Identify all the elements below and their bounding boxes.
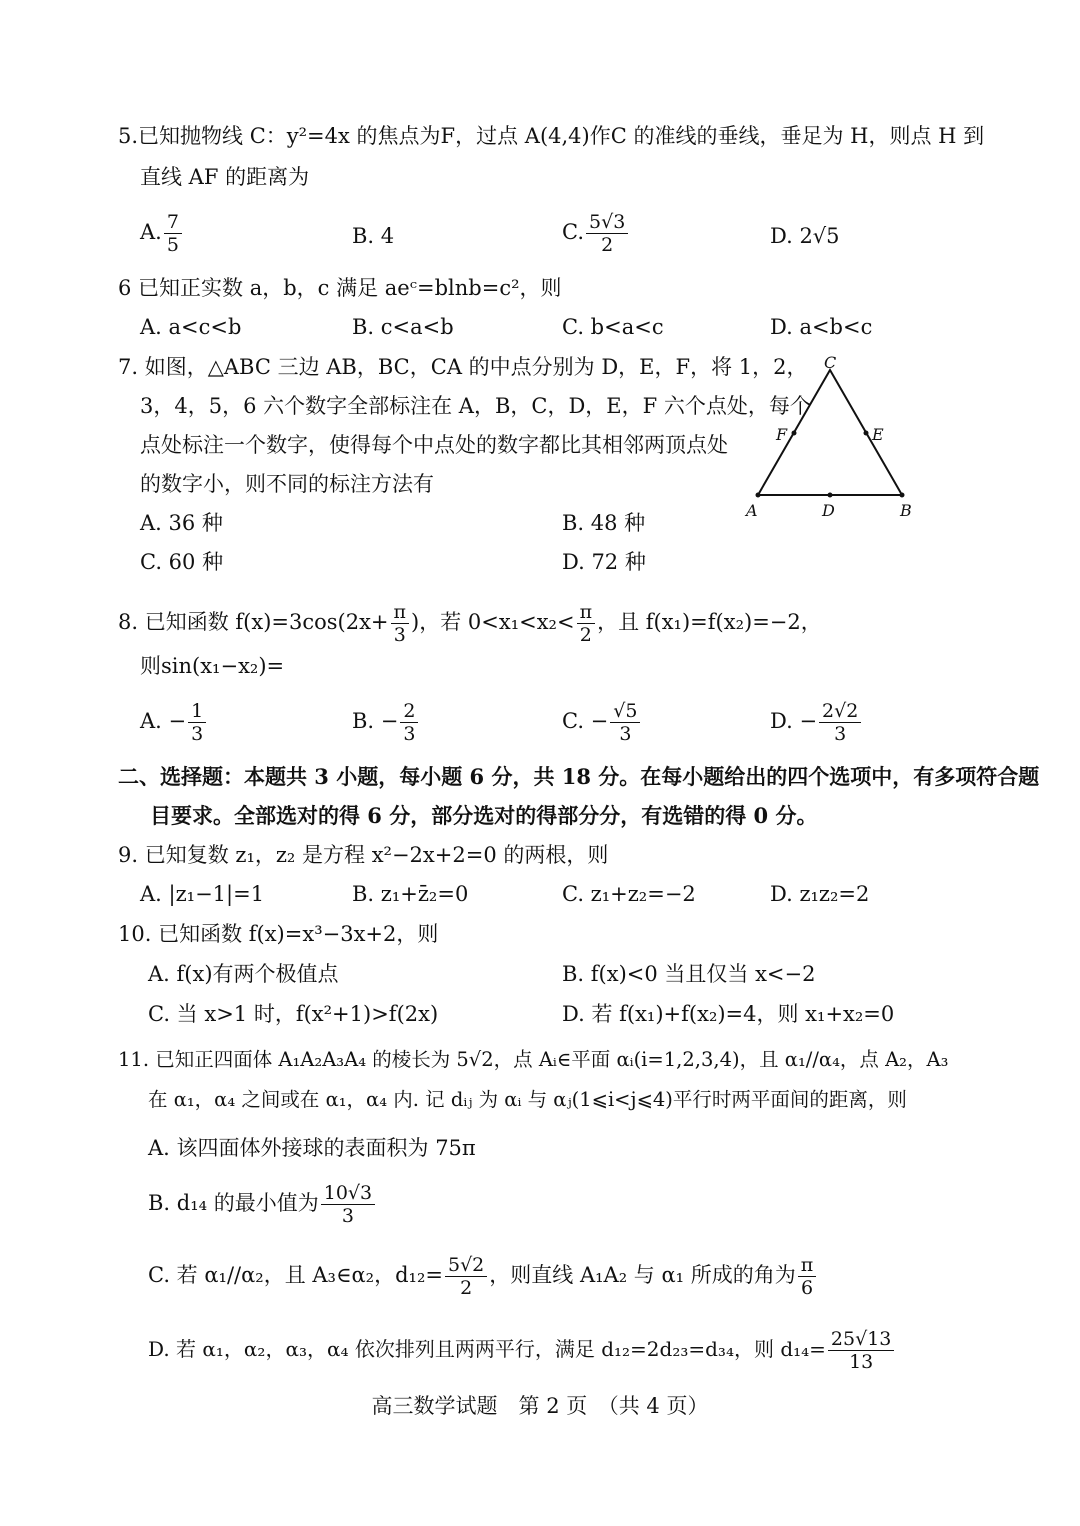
q5-option-a: A. $\frac{7}{5}$ <box>140 211 184 256</box>
q10-option-c: C. 当 x>1 时，f(x²+1)>f(2x) <box>148 1002 439 1026</box>
q9-stem: 9. 已知复数 z₁，z₂ 是方程 x²−2x+2=0 的两根，则 <box>118 843 609 867</box>
label-f: F <box>776 425 788 444</box>
q9-option-d: D. z₁z₂=2 <box>770 882 870 906</box>
q10-option-d: D. 若 f(x₁)+f(x₂)=4，则 x₁+x₂=0 <box>562 1002 895 1026</box>
point-f <box>792 431 797 436</box>
q6-option-a: A. a<c<b <box>140 315 242 339</box>
section2-heading-line1: 二、选择题：本题共 3 小题，每小题 6 分，共 18 分。在每小题给出的四个选项中，有多项符合题 <box>118 764 1040 789</box>
q7-stem-line3: 点处标注一个数字，使得每个中点处的数字都比其相邻两顶点处 <box>140 433 728 457</box>
q9-option-c: C. z₁+z₂=−2 <box>562 882 696 906</box>
q10-option-a: A. f(x)有两个极值点 <box>148 962 339 986</box>
q7-stem-line1: 7. 如图，△ABC 三边 AB，BC，CA 的中点分别为 D，E，F，将 1，2， <box>118 355 808 379</box>
label-d: D <box>822 501 835 520</box>
q11-option-b: B. d₁₄ 的最小值为 $\frac{10√3}{3}$ <box>148 1182 377 1227</box>
q8-option-c: C. − $\frac{√5}{3}$ <box>562 700 642 745</box>
label-c: C <box>824 353 837 372</box>
point-a <box>756 493 761 498</box>
q6-stem: 6 已知正实数 a，b，c 满足 aeᶜ=blnb=c²，则 <box>118 276 562 300</box>
q8-stem-line1: 8. 已知函数 f(x)=3cos(2x+ $\frac{\pi}{3}$ )，若 0<x₁<x₂< $\frac{\pi}{2}$ ，且 f(x₁)=f(x₂)=−2， <box>118 601 822 646</box>
q6-option-b: B. c<a<b <box>352 315 454 339</box>
label-b: B <box>900 501 912 520</box>
triangle-figure <box>740 350 930 525</box>
q9-option-a: A. |z₁−1|=1 <box>140 882 265 906</box>
q7-option-d: D. 72 种 <box>562 550 646 574</box>
q5-stem-line1: 5.已知抛物线 C：y²=4x 的焦点为F，过点 A(4,4)作C 的准线的垂线，垂足为 H，则点 H 到 <box>118 124 985 148</box>
q11-stem-line2: 在 α₁，α₄ 之间或在 α₁，α₄ 内. 记 dᵢⱼ 为 αᵢ 与 αⱼ(1⩽i<j⩽4)平行时两平面间的距离，则 <box>148 1088 907 1111</box>
q8-option-d: D. − $\frac{2√2}{3}$ <box>770 700 863 745</box>
q7-stem-line4: 的数字小，则不同的标注方法有 <box>140 472 434 496</box>
label-a: A <box>746 501 758 520</box>
q5-stem-line2: 直线 AF 的距离为 <box>140 165 310 189</box>
q10-option-b: B. f(x)<0 当且仅当 x<−2 <box>562 962 816 986</box>
point-b <box>900 493 905 498</box>
page-footer: 高三数学试题 第 2 页 （共 4 页） <box>371 1394 709 1418</box>
q5-option-b: B. 4 <box>352 224 395 248</box>
point-e <box>864 431 869 436</box>
q8-option-b: B. − $\frac{2}{3}$ <box>352 700 420 745</box>
q6-option-c: C. b<a<c <box>562 315 664 339</box>
q8-stem-line2: 则sin(x₁−x₂)= <box>140 654 285 678</box>
q5-option-c: C. $\frac{5√3}{2}$ <box>562 211 630 256</box>
label-e: E <box>872 425 884 444</box>
q7-option-c: C. 60 种 <box>140 550 224 574</box>
q11-option-a: A. 该四面体外接球的表面积为 75π <box>148 1136 476 1160</box>
q7-stem-line2: 3，4，5，6 六个数字全部标注在 A，B，C，D，E，F 六个点处，每个 <box>140 394 811 418</box>
q6-option-d: D. a<b<c <box>770 315 873 339</box>
q5-option-d: D. 2√5 <box>770 224 840 248</box>
q11-stem-line1: 11. 已知正四面体 A₁A₂A₃A₄ 的棱长为 5√2，点 Aᵢ∈平面 αᵢ(i=1,2,3,4)，且 α₁//α₄，点 A₂，A₃ <box>118 1048 949 1071</box>
point-d <box>828 493 833 498</box>
section2-heading-line2: 目要求。全部选对的得 6 分，部分选对的得部分分，有选错的得 0 分。 <box>150 803 818 828</box>
q10-stem: 10. 已知函数 f(x)=x³−3x+2，则 <box>118 922 439 946</box>
q11-option-d: D. 若 α₁，α₂，α₃，α₄ 依次排列且两两平行，满足 d₁₂=2d₂₃=d₃₄，则 d₁₄= $\frac{25√13}{13}$ <box>148 1328 896 1373</box>
q11-option-c: C. 若 α₁//α₂，且 A₃∈α₂，d₁₂= $\frac{5√2}{2}$ ，则直线 A₁A₂ 与 α₁ 所成的角为 $\frac{\pi}{6}$ <box>148 1254 818 1299</box>
q7-option-b: B. 48 种 <box>562 511 646 535</box>
q9-option-b: B. z₁+z̄₂=0 <box>352 882 469 906</box>
q7-option-a: A. 36 种 <box>140 511 223 535</box>
q8-option-a: A. − $\frac{1}{3}$ <box>140 700 208 745</box>
